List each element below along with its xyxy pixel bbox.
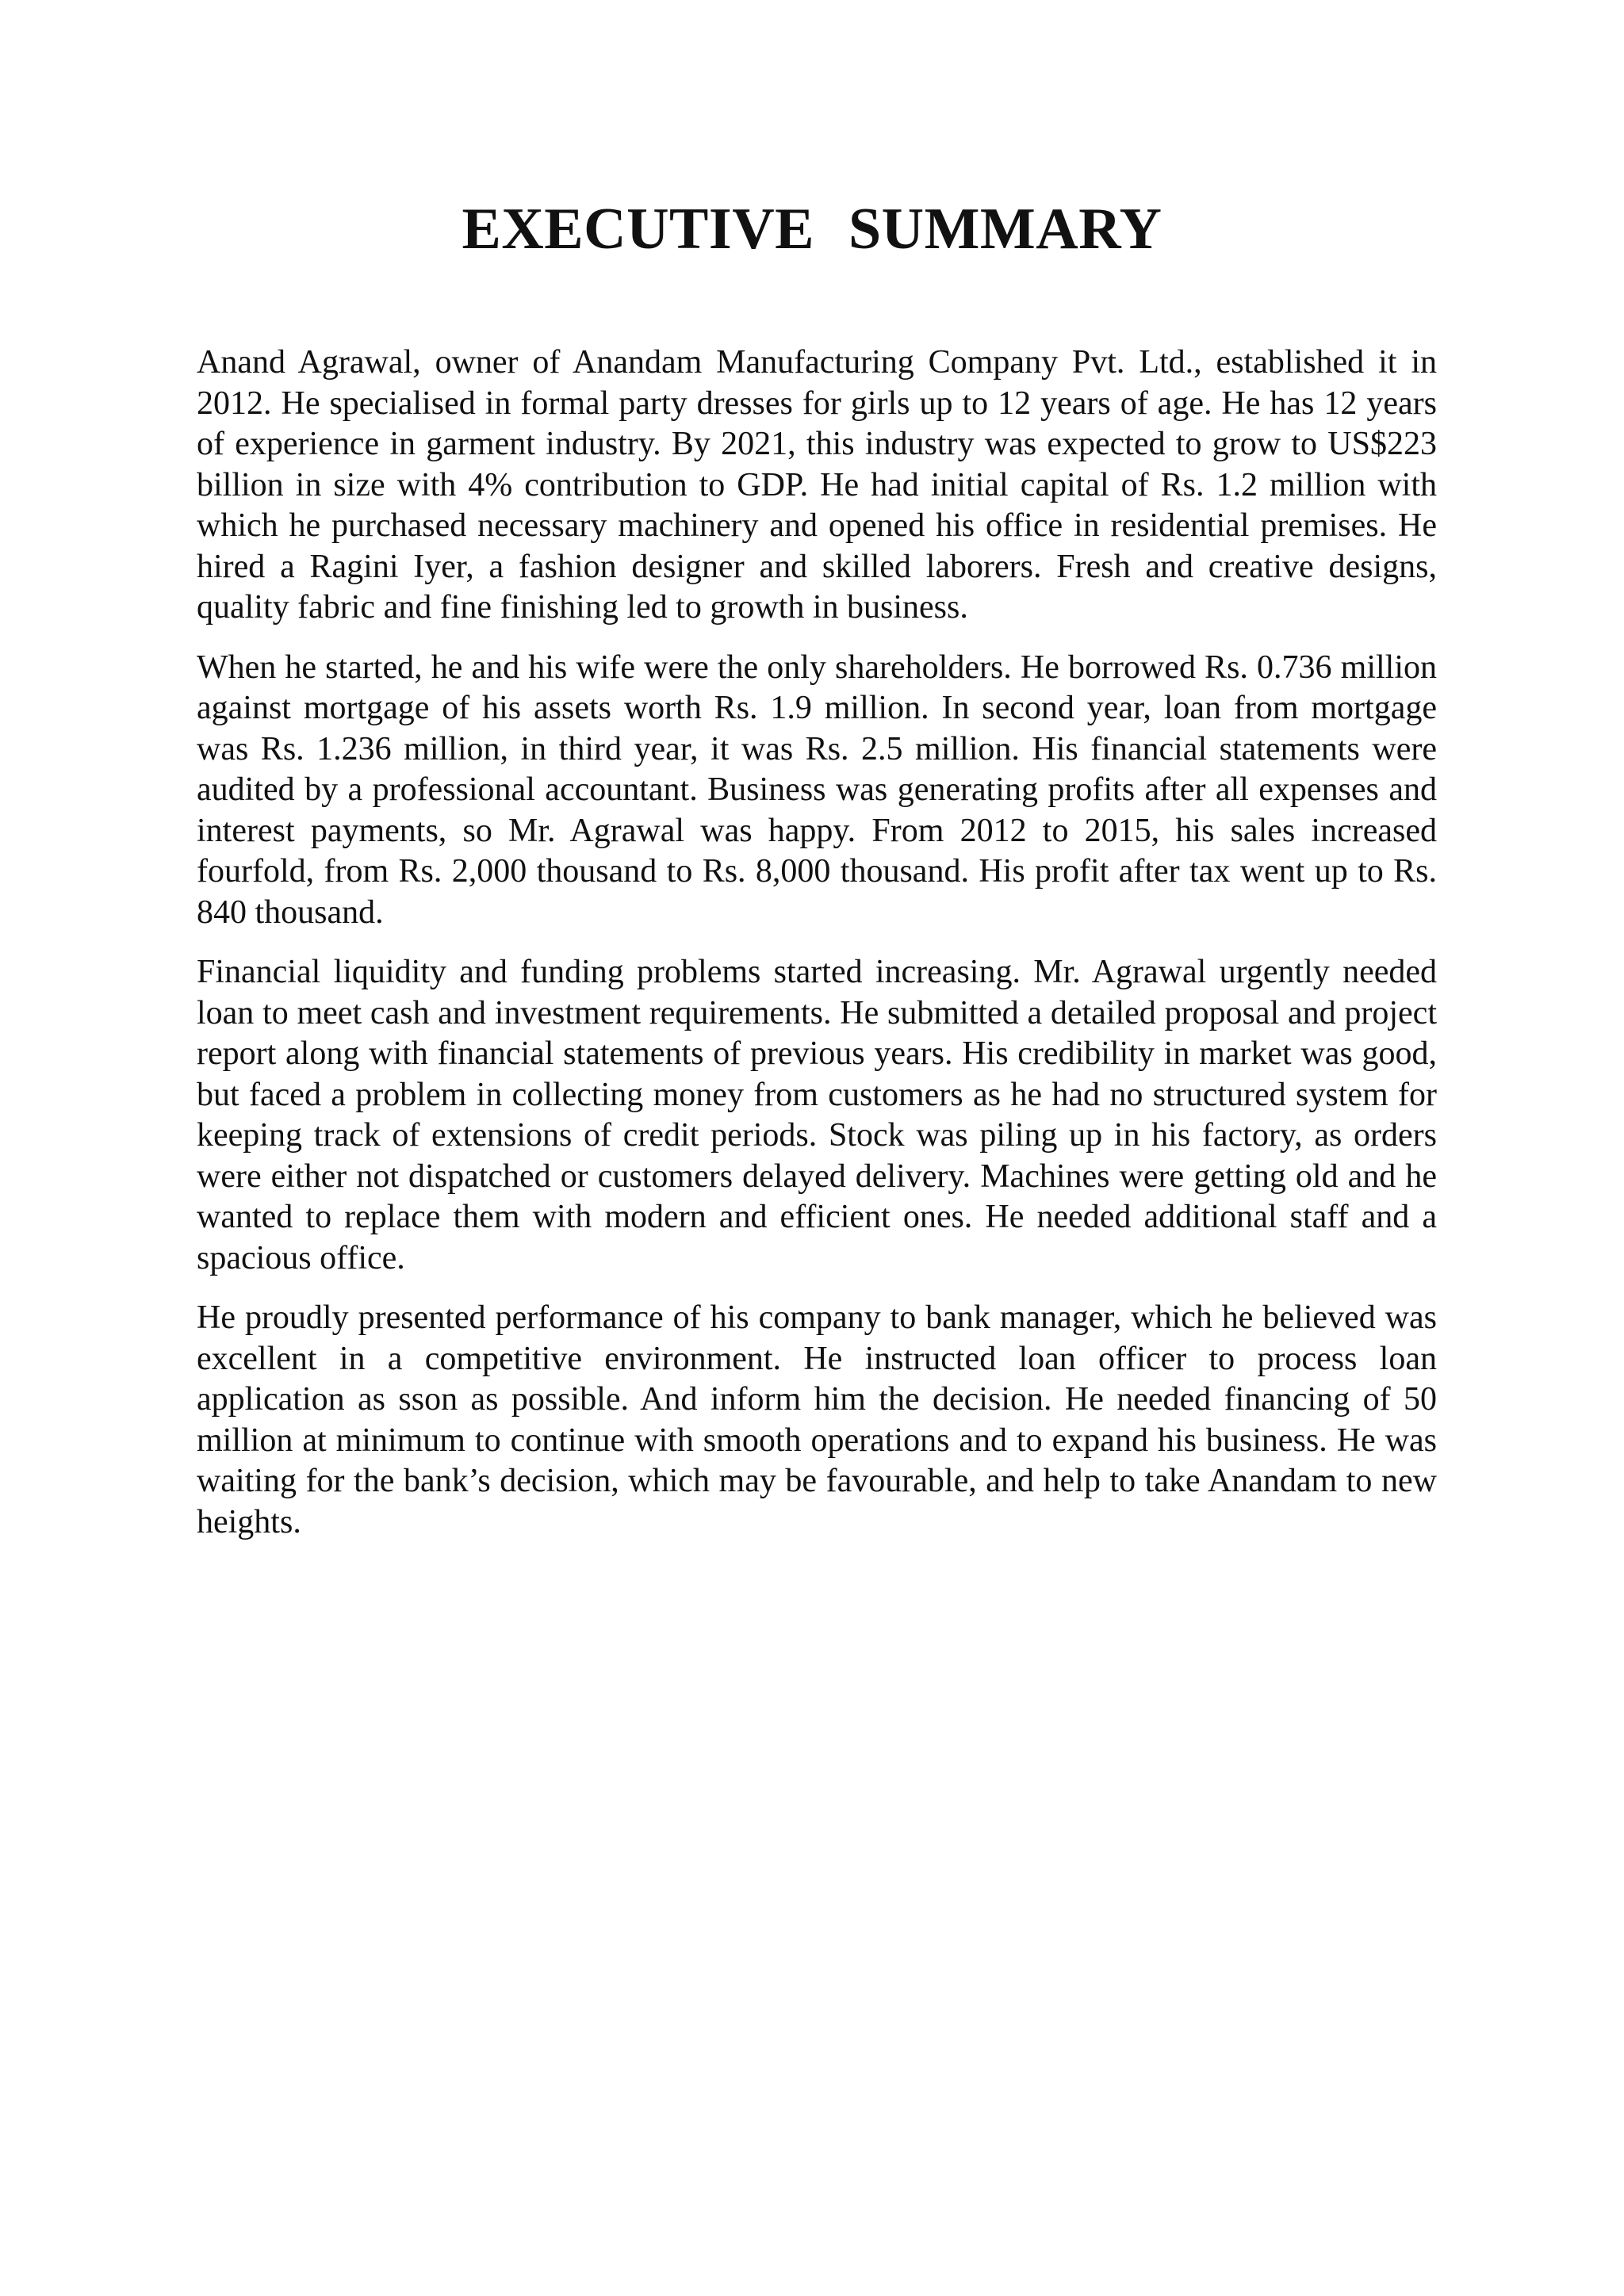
paragraph-3: Financial liquidity and funding problems started increasing. Mr. Agrawal urgently needed loan to meet cash and investment requirements. He submitted a detailed proposal and project report along with financial statements of previous years. His credibility in market was good, but faced a problem in collecting money from customers as he had no structured system for keeping track of extensions of credit periods. Stock was piling up in his factory, as orders were either not dispatched or customers delayed delivery. Machines were getting old and he wanted to replace them with modern and efficient ones. He needed additional staff and a spacious office. (197, 954, 1437, 1276)
paragraph-4: He proudly presented performance of his company to bank manager, which he believed was excellent in a competitive environment. He instructed loan officer to process loan application as sson as possible. And inform him the decision. He needed financing of 50 million at minimum to continue with smooth operations and to expand his business. He was waiting for the bank’s decision, which may be favourable, and help to take Anandam to new heights. (197, 1299, 1437, 1540)
paragraph-2: When he started, he and his wife were the only shareholders. He borrowed Rs. 0.736 million against mortgage of his assets worth Rs. 1.9 million. In second year, loan from mortgage was Rs. 1.236 million, in third year, it was Rs. 2.5 million. His financial statements were audited by a professional accountant. Business was generating profits after all expenses and interest payments, so Mr. Agrawal was happy. From 2012 to 2015, his sales increased fourfold, from Rs. 2,000 thousand to Rs. 8,000 thousand. His profit after tax went up to Rs. 840 thousand. (197, 649, 1437, 931)
paragraph-1: Anand Agrawal, owner of Anandam Manufacturing Company Pvt. Ltd., established it in 2012. He specialised in formal party dresses for girls up to 12 years of age. He has 12 years of experience in garment industry. By 2021, this industry was expected to grow to US$223 billion in size with 4% contribution to GDP. He had initial capital of Rs. 1.2 million with which he purchased necessary machinery and opened his office in residential premises. He hired a Ragini Iyer, a fashion designer and skilled laborers. Fresh and creative designs, quality fabric and fine finishing led to growth in business. (197, 344, 1437, 626)
summary-body (197, 342, 1437, 1562)
page-title: EXECUTIVE SUMMARY (462, 197, 1162, 262)
